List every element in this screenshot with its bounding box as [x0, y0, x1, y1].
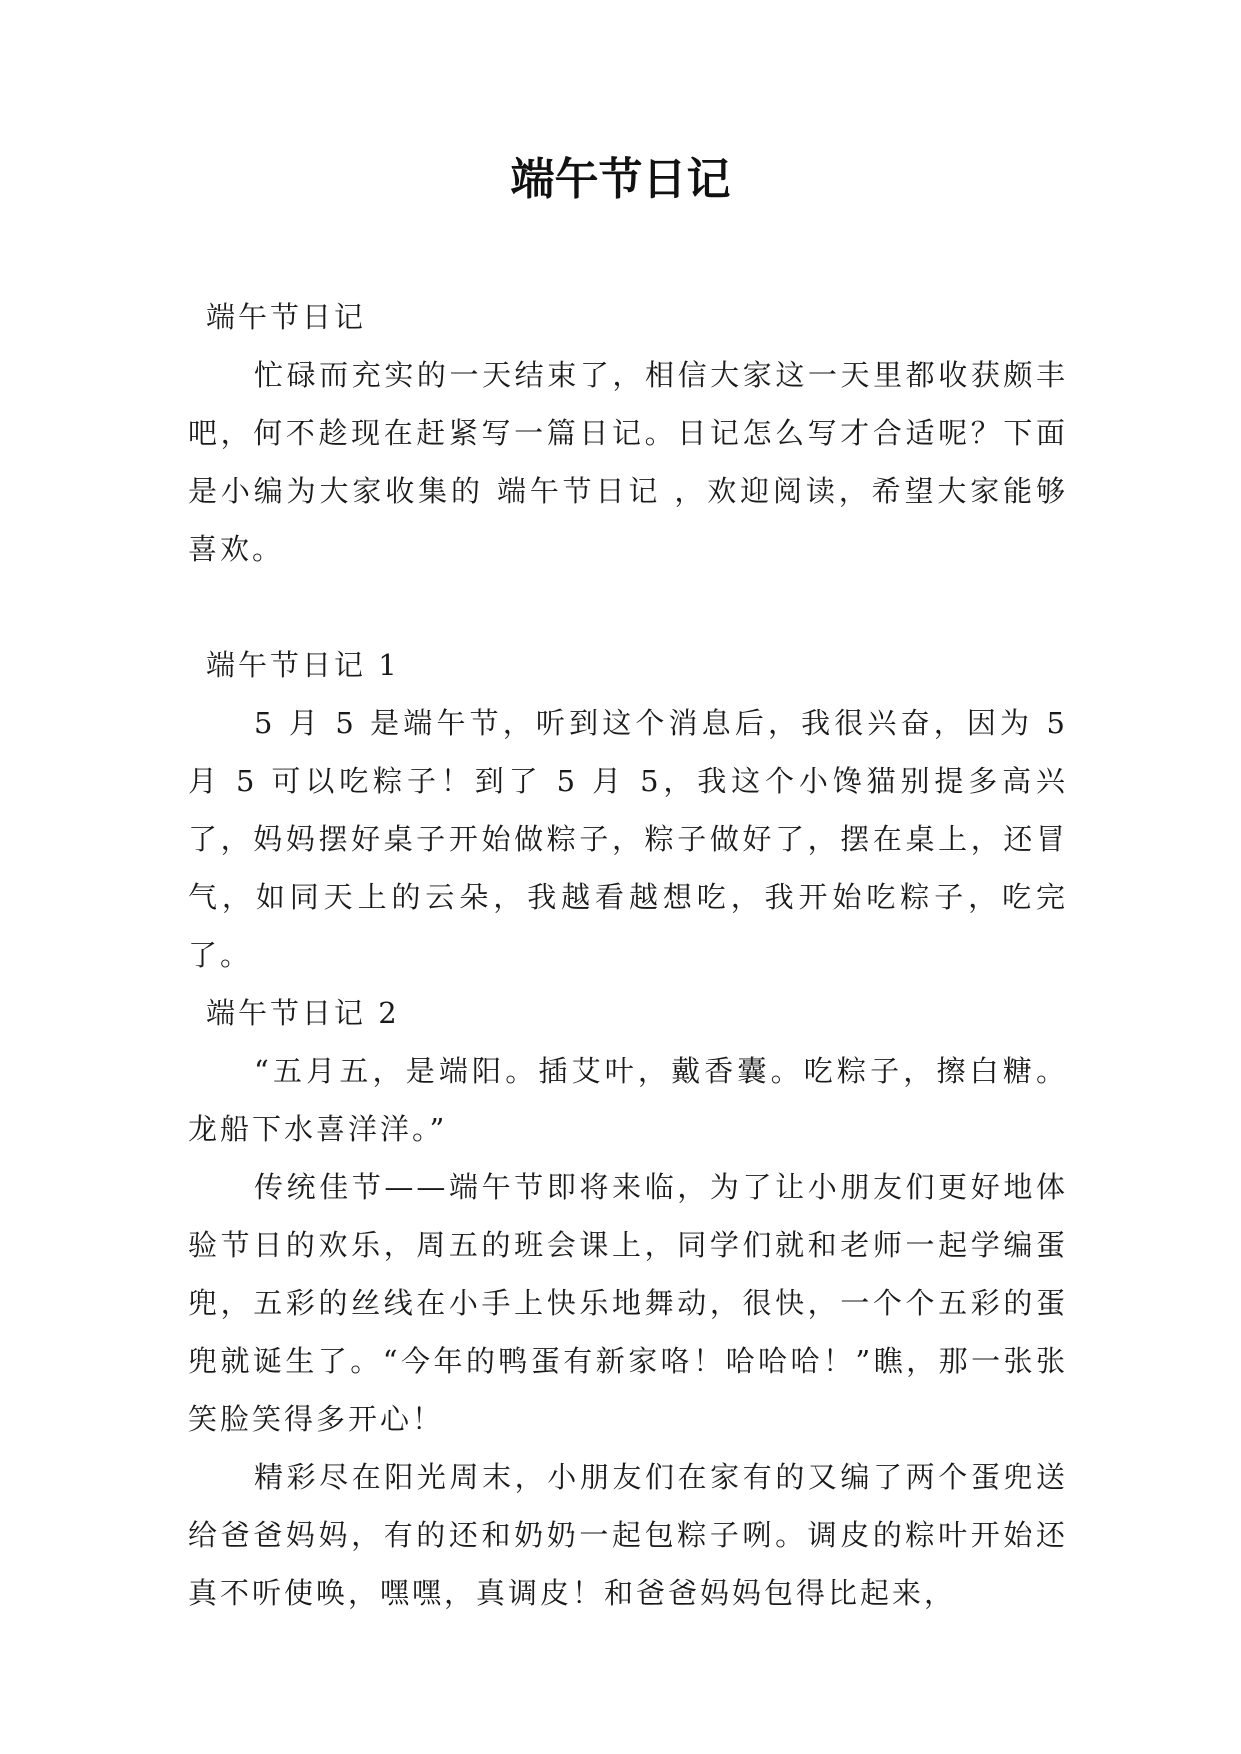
- document-title: 端午节日记: [510, 154, 731, 205]
- section-spacer: [188, 578, 1068, 636]
- section2-heading: 端午节日记 2: [206, 996, 400, 1030]
- section2-paragraph-3: 精彩尽在阳光周末，小朋友们在家有的又编了两个蛋兜送给爸爸妈妈，有的还和奶奶一起包粽子咧。调皮的粽叶开始还真不听使唤，嘿嘿，真调皮！和爸爸妈妈包得比起来，: [188, 1460, 1068, 1610]
- document-body: [188, 288, 1068, 1622]
- section2-paragraph-1: “五月五，是端阳。插艾叶，戴香囊。吃粽子，擦白糖。龙船下水喜洋洋。”: [188, 1054, 1068, 1146]
- section1-paragraph: 5 月 5 是端午节，听到这个消息后，我很兴奋，因为 5 月 5 可以吃粽子！到了 5 月 5，我这个小馋猫别提多高兴了，妈妈摆好桌子开始做粽子，粽子做好了，摆在桌上，还冒气，如同天上的云朵，我越看越想吃，我开始吃粽子，吃完了。: [188, 706, 1068, 972]
- section1-heading: 端午节日记 1: [206, 648, 400, 682]
- section2-paragraph-2: 传统佳节——端午节即将来临，为了让小朋友们更好地体验节日的欢乐，周五的班会课上，同学们就和老师一起学编蛋兜，五彩的丝线在小手上快乐地舞动，很快，一个个五彩的蛋兜就诞生了。“今年的鸭蛋有新家咯！哈哈哈！”瞧，那一张张笑脸笑得多开心！: [188, 1170, 1068, 1436]
- intro-heading: 端午节日记: [206, 300, 367, 334]
- intro-paragraph: 忙碌而充实的一天结束了，相信大家这一天里都收获颇丰吧，何不趁现在赶紧写一篇日记。日记怎么写才合适呢？下面是小编为大家收集的 端午节日记 ，欢迎阅读，希望大家能够喜欢。: [188, 358, 1068, 566]
